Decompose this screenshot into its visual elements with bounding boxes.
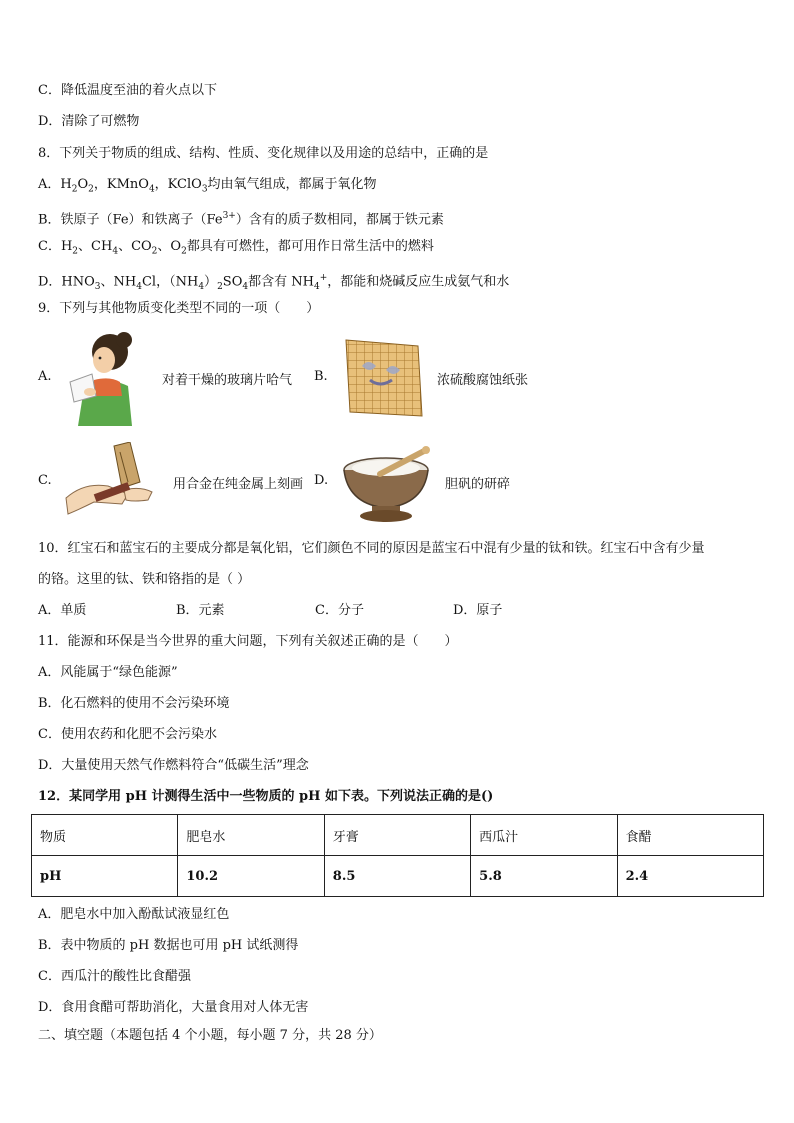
q9-stem: 9．下列与其他物质变化类型不同的一项（ ） (38, 301, 320, 316)
q10-option-d: D．原子 (453, 603, 503, 618)
q11-stem: 11．能源和环保是当今世界的重大问题，下列有关叙述正确的是（ ） (38, 634, 458, 649)
ph-table-header-cell: 肥皂水 (178, 815, 324, 856)
q10-stem-line1: 10．红宝石和蓝宝石的主要成分都是氧化铝，它们颜色不同的原因是蓝宝石中混有少量的钛和铁。红宝石中含有少量 (38, 541, 705, 556)
q11-option-b: B．化石燃料的使用不会污染环境 (38, 696, 230, 711)
q7-option-d: D．清除了可燃物 (38, 114, 140, 129)
section-2-heading: 二、填空题（本题包括 4 个小题，每小题 7 分，共 28 分） (38, 1028, 382, 1043)
ph-table-header-cell: 西瓜汁 (471, 815, 617, 856)
q11-option-a: A．风能属于“绿色能源” (38, 665, 178, 680)
q9-option-c-letter: C. (38, 473, 52, 488)
q10-stem-line2: 的铬。这里的钛、铁和铬指的是（ ） (38, 572, 251, 587)
girl-breathing-on-glass-image (66, 330, 140, 426)
q12-option-a: A．肥皂水中加入酚酞试液显红色 (38, 907, 230, 922)
q12-option-b: B．表中物质的 pH 数据也可用 pH 试纸测得 (38, 938, 299, 953)
ph-table-cell: 5.8 (471, 856, 617, 897)
paper-corroded-image (340, 336, 426, 420)
q9-option-b-text: 浓硫酸腐蚀纸张 (437, 373, 529, 388)
q10-option-b: B．元素 (176, 603, 225, 618)
ph-table-cell: 2.4 (617, 856, 763, 897)
q8-option-a: A．$H_2O_2$，KMnO$_4$，KClO$_3$均由氧气组成，都属于氧化物 (38, 177, 377, 195)
ph-table (31, 814, 764, 897)
q8-stem: 8．下列关于物质的组成、结构、性质、变化规律以及用途的总结中，正确的是 (38, 146, 489, 161)
alloy-scratching-metal-image (64, 442, 156, 522)
q9-option-b-letter: B. (314, 369, 328, 384)
q9-option-a-text: 对着干燥的玻璃片哈气 (162, 373, 293, 388)
q10-option-c: C．分子 (315, 603, 364, 618)
q8-option-b: B．铁原子（Fe）和铁离子$(Fe^{3+})$含有的质子数相同，都属于铁元素 (38, 211, 444, 228)
q10-option-a: A．单质 (38, 603, 87, 618)
ph-table-cell: pH (32, 856, 178, 897)
q9-option-a-letter: A. (38, 369, 52, 384)
q12-stem: 12．某同学用 pH 计测得生活中一些物质的 pH 如下表。下列说法正确的是() (38, 789, 494, 804)
q12-option-d: D．食用食醋可帮助消化，大量食用对人体无害 (38, 1000, 309, 1015)
ph-table-header-cell: 牙膏 (324, 815, 470, 856)
q9-option-c-text: 用合金在纯金属上刻画 (173, 477, 304, 492)
q11-option-c: C．使用农药和化肥不会污染水 (38, 727, 217, 742)
ph-table-cell: 10.2 (178, 856, 324, 897)
q9-option-d-letter: D. (314, 473, 329, 488)
ph-table-header-row (32, 815, 764, 856)
q8-option-d: D．$HNO_3$、$NH_4Cl$，$(NH_4)_2SO_4$都含有 $NH_4^+$，都能和烧碱反应生成氨气和水 (38, 273, 510, 292)
ph-table-header-cell: 食醋 (617, 815, 763, 856)
q9-option-d-text: 胆矾的研碎 (445, 477, 511, 492)
q12-option-c: C．西瓜汁的酸性比食醋强 (38, 969, 191, 984)
ph-table-value-row (32, 856, 764, 897)
ph-table-cell: 8.5 (324, 856, 470, 897)
ph-table-header-cell: 物质 (32, 815, 178, 856)
q7-option-c: C．降低温度至油的着火点以下 (38, 83, 217, 98)
q10-options (0, 602, 794, 620)
q11-option-d: D．大量使用天然气作燃料符合“低碳生活”理念 (38, 758, 309, 773)
q8-option-c: C．$H_2$、$CH_4$、$CO_2$、$O_2$都具有可燃性，都可用作日常生活中的燃料 (38, 239, 434, 257)
mortar-and-pestle-image (340, 444, 436, 524)
